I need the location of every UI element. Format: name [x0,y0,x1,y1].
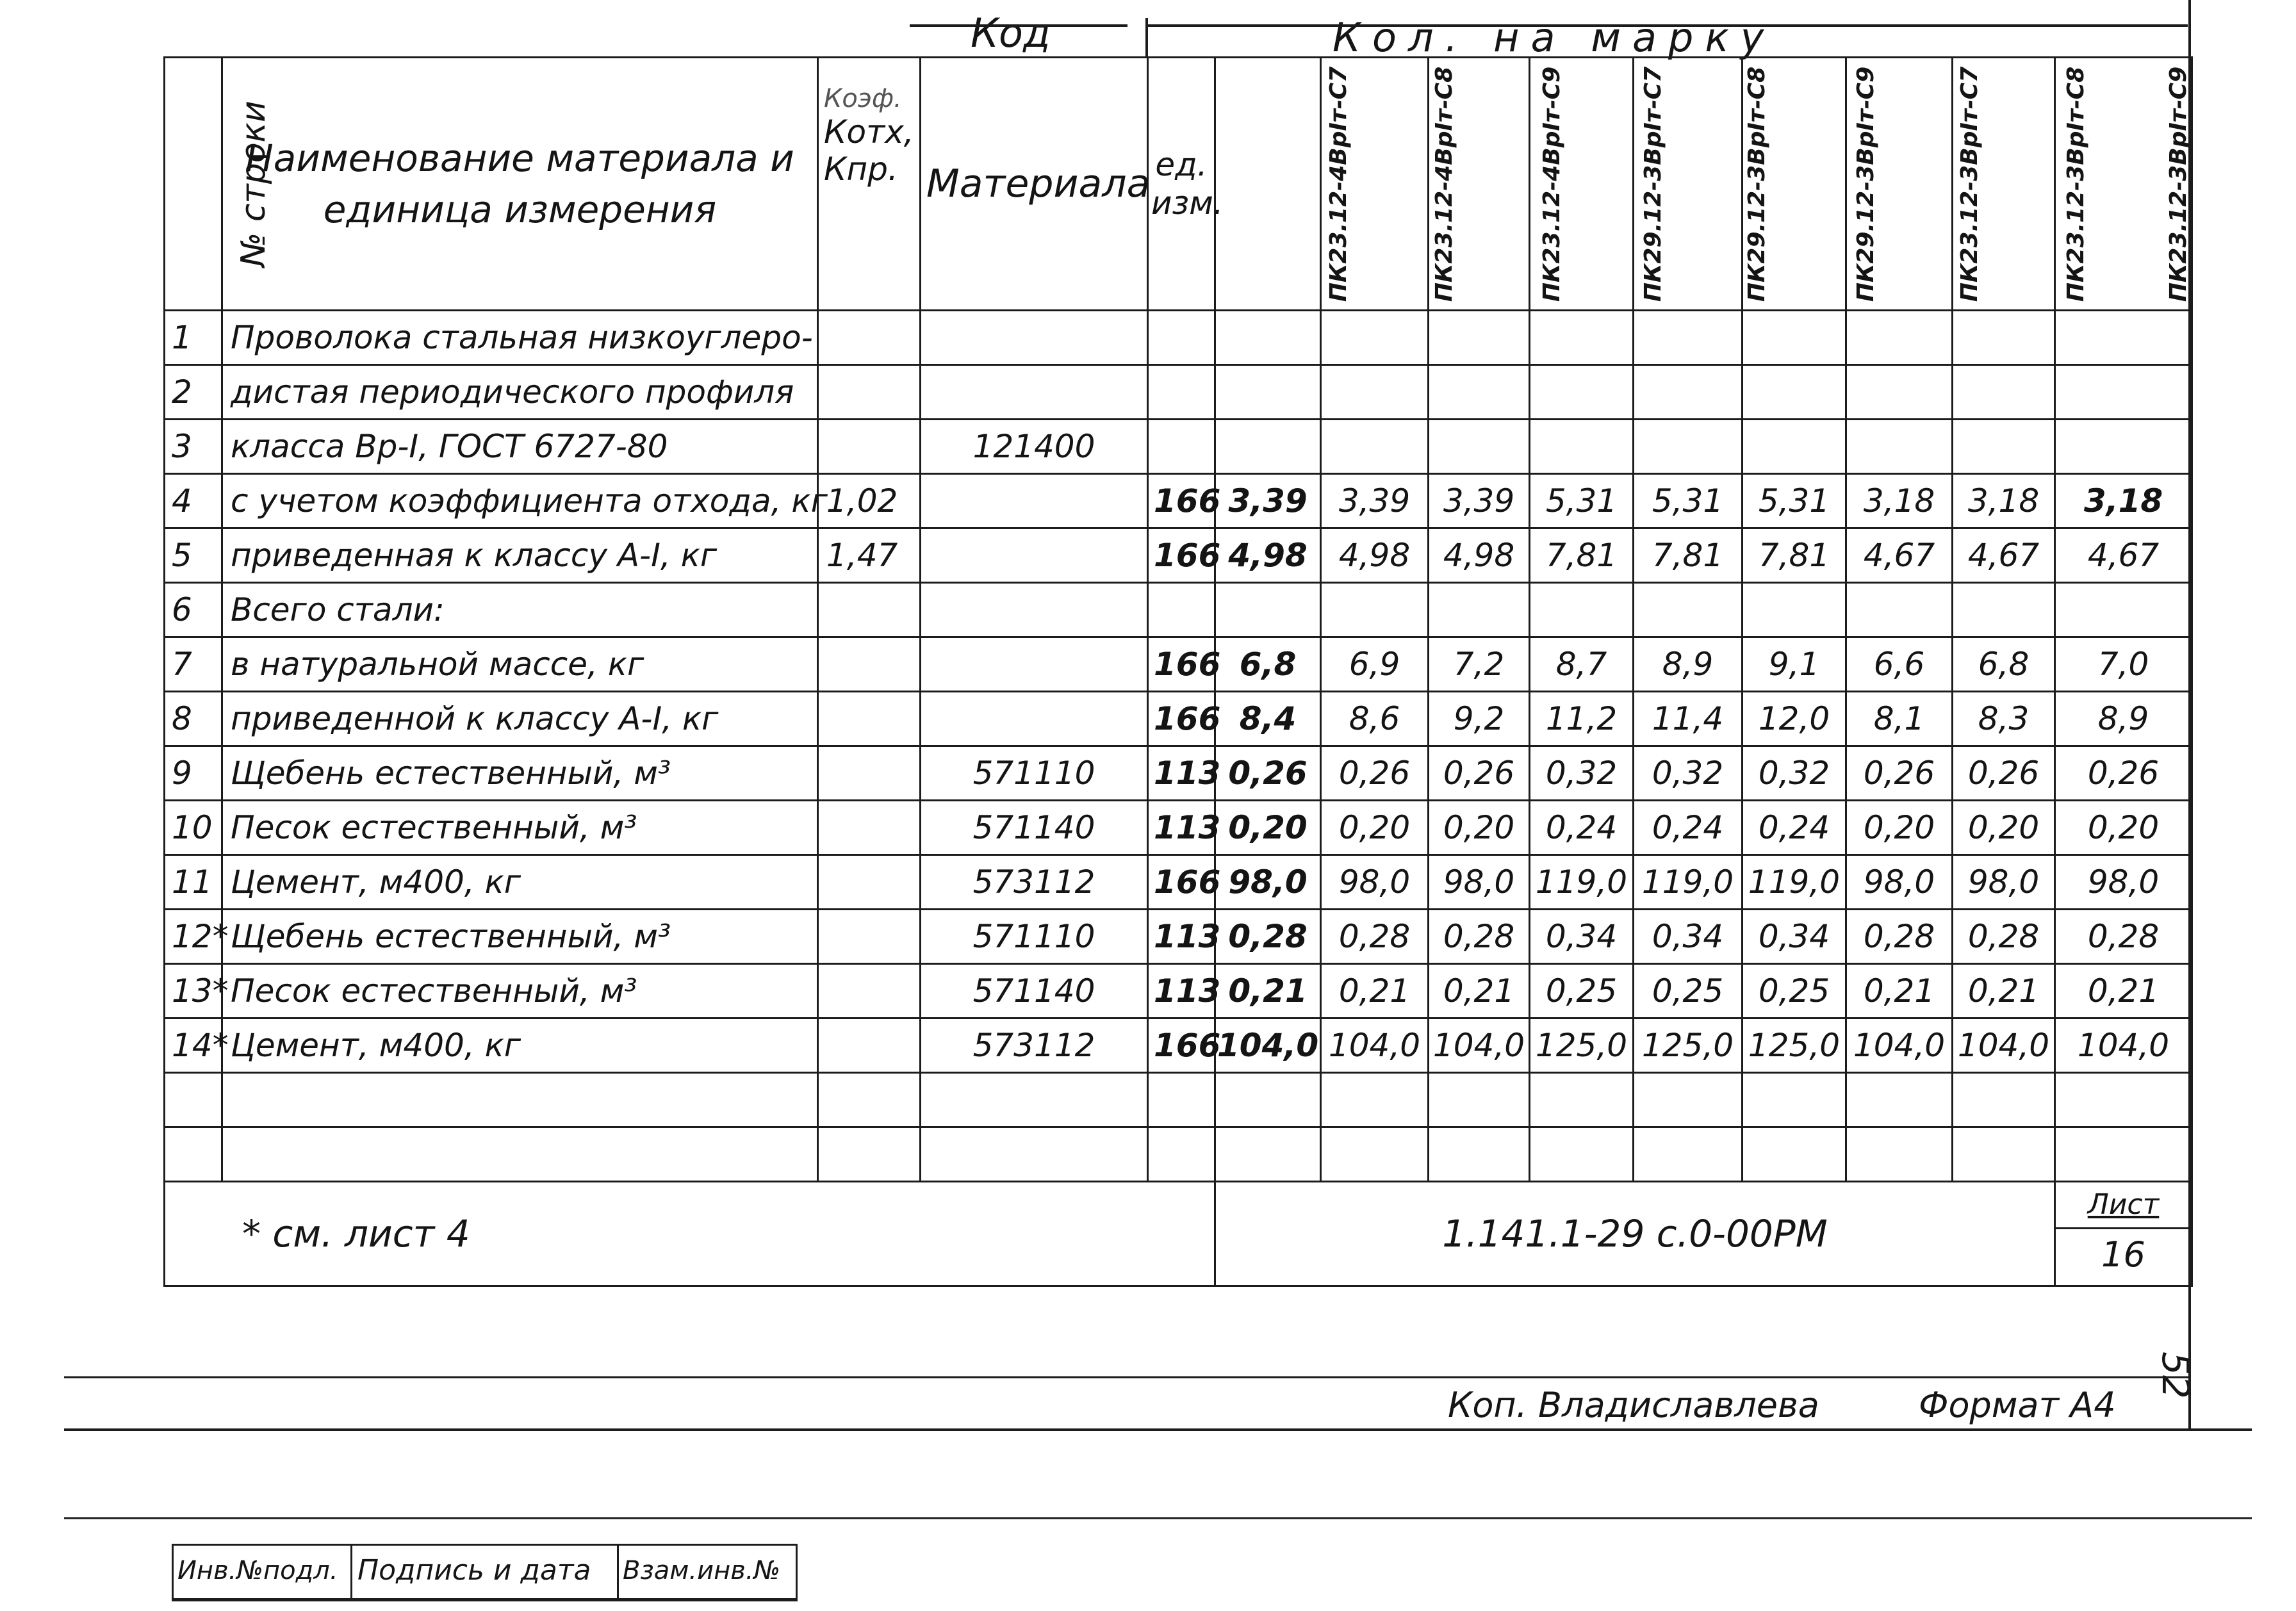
qty-value: 9,1 [1742,637,1846,692]
material-code: 571110 [921,910,1148,964]
qty-value: 0,21 [1846,964,1953,1018]
qty-value: 0,28 [1846,910,1953,964]
qty-value: 0,26 [1846,746,1953,801]
qty-value: 8,9 [1634,637,1742,692]
qty-value: 119,0 [1634,855,1742,910]
qty-value: 125,0 [1530,1018,1634,1073]
qty-value: 0,25 [1634,964,1742,1018]
qty-value: 104,0 [1953,1018,2055,1073]
qty-value: 104,0 [1215,1018,1321,1073]
material-name: Песок естественный, м³ [222,964,818,1018]
row-number: 8 [165,692,222,746]
mark-header: ПК23.12-4ВрIт-С7 [1215,58,1321,311]
qty-value: 3,18 [1953,474,2055,528]
material-code: 573112 [921,855,1148,910]
row-number: 1 [165,311,222,365]
row-number: 7 [165,637,222,692]
qty-value: 3,39 [1321,474,1429,528]
qty-value: 8,4 [1215,692,1321,746]
unit-code: 113 [1148,964,1215,1018]
qty-value: 0,34 [1530,910,1634,964]
material-name: в натуральной массе, кг [222,637,818,692]
mark-header: ПК23.12-3ВрIт-С9 [2055,58,2192,311]
row-number: 6 [165,583,222,637]
qty-value: 0,20 [1953,801,2055,855]
qty-value: 0,28 [2055,910,2192,964]
qty-value: 119,0 [1530,855,1634,910]
qty-value: 0,21 [2055,964,2192,1018]
qty-value: 0,21 [1215,964,1321,1018]
qty-value: 8,7 [1530,637,1634,692]
qty-value: 98,0 [2055,855,2192,910]
qty-value: 7,0 [2055,637,2192,692]
material-code: 573112 [921,1018,1148,1073]
qty-value: 3,39 [1215,474,1321,528]
stamp-strip [172,1544,798,1601]
qty-value: 98,0 [1953,855,2055,910]
qty-value: 104,0 [1321,1018,1429,1073]
qty-value: 4,67 [2055,528,2192,583]
qty-value: 0,24 [1634,801,1742,855]
qty-value: 0,25 [1742,964,1846,1018]
qty-value: 104,0 [2055,1018,2192,1073]
material-code: 571110 [921,746,1148,801]
qty-value: 98,0 [1846,855,1953,910]
replace-inv-cell: Взам.инв.№ [623,1556,781,1585]
material-name: Цемент, м400, кг [222,1018,818,1073]
row-number: 11 [165,855,222,910]
qty-value: 98,0 [1429,855,1530,910]
mark-header: ПК29.12-3ВрIт-С7 [1530,58,1634,311]
qty-value: 0,21 [1321,964,1429,1018]
qty-value: 0,25 [1530,964,1634,1018]
qty-value: 0,26 [1953,746,2055,801]
qty-value: 0,32 [1634,746,1742,801]
qty-value: 119,0 [1742,855,1846,910]
qty-value: 4,98 [1429,528,1530,583]
material-name: дистая периодического профиля [222,365,818,420]
material-name: Щебень естественный, м³ [222,910,818,964]
copied-by: Коп. Владиславлева [1448,1385,1819,1425]
unit-code: 166 [1148,1018,1215,1073]
material-code: 121400 [921,420,1148,474]
unit-code: 166 [1148,692,1215,746]
qty-value: 7,2 [1429,637,1530,692]
qty-value: 0,20 [1215,801,1321,855]
qty-value: 0,21 [1953,964,2055,1018]
qty-value: 7,81 [1742,528,1846,583]
unit-code: 113 [1148,801,1215,855]
qty-value: 8,1 [1846,692,1953,746]
row-number: 13* [165,964,222,1018]
qty-value: 0,24 [1742,801,1846,855]
row-number: 12* [165,910,222,964]
mark-header: ПК23.12-3ВрIт-С7 [1846,58,1953,311]
qty-value: 0,34 [1742,910,1846,964]
qty-value: 0,28 [1429,910,1530,964]
qty-value: 0,21 [1429,964,1530,1018]
material-name: Щебень естественный, м³ [222,746,818,801]
side-page-number: 52 [2154,1352,2197,1399]
row-number: 9 [165,746,222,801]
qty-value: 7,81 [1634,528,1742,583]
unit-header: ед. изм. [1148,58,1215,311]
qty-value: 11,4 [1634,692,1742,746]
material-name: Проволока стальная низкоуглеро- [222,311,818,365]
name-header: Наименование материала и единица измерения [222,58,818,311]
qty-value: 125,0 [1634,1018,1742,1073]
doc-code: 1.141.1-29 с.0-00РМ [1442,1212,1828,1255]
inv-no-cell: Инв.№подл. [174,1546,352,1598]
mark-header: ПК23.12-4ВрIт-С9 [1429,58,1530,311]
unit-code: 166 [1148,855,1215,910]
qty-value: 5,31 [1634,474,1742,528]
qty-value: 0,26 [1215,746,1321,801]
row-number: 10 [165,801,222,855]
material-name: Цемент, м400, кг [222,855,818,910]
qty-value: 0,24 [1530,801,1634,855]
qty-value: 0,32 [1742,746,1846,801]
qty-value: 8,6 [1321,692,1429,746]
qty-value: 9,2 [1429,692,1530,746]
qty-value: 0,26 [2055,746,2192,801]
sign-date-cell: Подпись и дата [352,1546,619,1598]
qty-value: 125,0 [1742,1018,1846,1073]
material-name: с учетом коэффициента отхода, кг [222,474,818,528]
qty-value: 98,0 [1215,855,1321,910]
material-name: Песок естественный, м³ [222,801,818,855]
material-header: Материала [921,58,1148,311]
qty-value: 5,31 [1530,474,1634,528]
qty-value: 4,67 [1846,528,1953,583]
qty-value: 6,6 [1846,637,1953,692]
material-name: класса Вр-I, ГОСТ 6727-80 [222,420,818,474]
qty-value: 0,28 [1321,910,1429,964]
row-number: 4 [165,474,222,528]
qty-value: 12,0 [1742,692,1846,746]
footnote: * см. лист 4 [242,1212,470,1255]
sheet-label: Лист [2056,1182,2191,1229]
qty-value: 4,67 [1953,528,2055,583]
qty-value: 6,8 [1953,637,2055,692]
qty-value: 8,9 [2055,692,2192,746]
qty-value: 0,28 [1953,910,2055,964]
qty-value: 3,39 [1429,474,1530,528]
koef-value: 1,47 [818,528,921,583]
mark-header: ПК23.12-4ВрIт-С8 [1321,58,1429,311]
qty-group-label: Кол. на марку [1332,14,1776,61]
unit-code: 166 [1148,474,1215,528]
qty-value: 11,2 [1530,692,1634,746]
qty-value: 0,28 [1215,910,1321,964]
qty-value: 0,20 [1846,801,1953,855]
qty-value: 6,8 [1215,637,1321,692]
qty-value: 8,3 [1953,692,2055,746]
material-code: 571140 [921,801,1148,855]
unit-code: 113 [1148,910,1215,964]
code-group-label: Код [971,10,1051,56]
koef-value: 1,02 [818,474,921,528]
mark-header: ПК29.12-3ВрIт-С9 [1742,58,1846,311]
qty-value: 3,18 [1846,474,1953,528]
row-number: 3 [165,420,222,474]
qty-value: 4,98 [1215,528,1321,583]
row-no-header: № строки [165,58,222,311]
qty-value: 6,9 [1321,637,1429,692]
qty-value: 4,98 [1321,528,1429,583]
qty-value: 0,26 [1429,746,1530,801]
unit-code: 166 [1148,637,1215,692]
qty-value: 7,81 [1530,528,1634,583]
row-number: 2 [165,365,222,420]
qty-value: 3,18 [2055,474,2192,528]
mark-header: ПК23.12-3ВрIт-С8 [1953,58,2055,311]
material-name: приведенной к классу А-I, кг [222,692,818,746]
unit-code: 166 [1148,528,1215,583]
qty-value: 104,0 [1429,1018,1530,1073]
format-label: Формат А4 [1919,1385,2116,1425]
mark-header: ПК29.12-3ВрIт-С8 [1634,58,1742,311]
sheet-number: 16 [2101,1234,2145,1275]
material-code: 571140 [921,964,1148,1018]
qty-value: 0,20 [2055,801,2192,855]
qty-value: 5,31 [1742,474,1846,528]
qty-value: 0,34 [1634,910,1742,964]
material-name: Всего стали: [222,583,818,637]
qty-value: 0,26 [1321,746,1429,801]
qty-value: 0,20 [1321,801,1429,855]
qty-value: 104,0 [1846,1018,1953,1073]
row-number: 14* [165,1018,222,1073]
material-name: приведенная к классу А-I, кг [222,528,818,583]
qty-value: 0,20 [1429,801,1530,855]
row-number: 5 [165,528,222,583]
qty-value: 0,32 [1530,746,1634,801]
qty-value: 98,0 [1321,855,1429,910]
unit-code: 113 [1148,746,1215,801]
koef-header: Коэф. Котх, Кпр. [818,58,921,311]
